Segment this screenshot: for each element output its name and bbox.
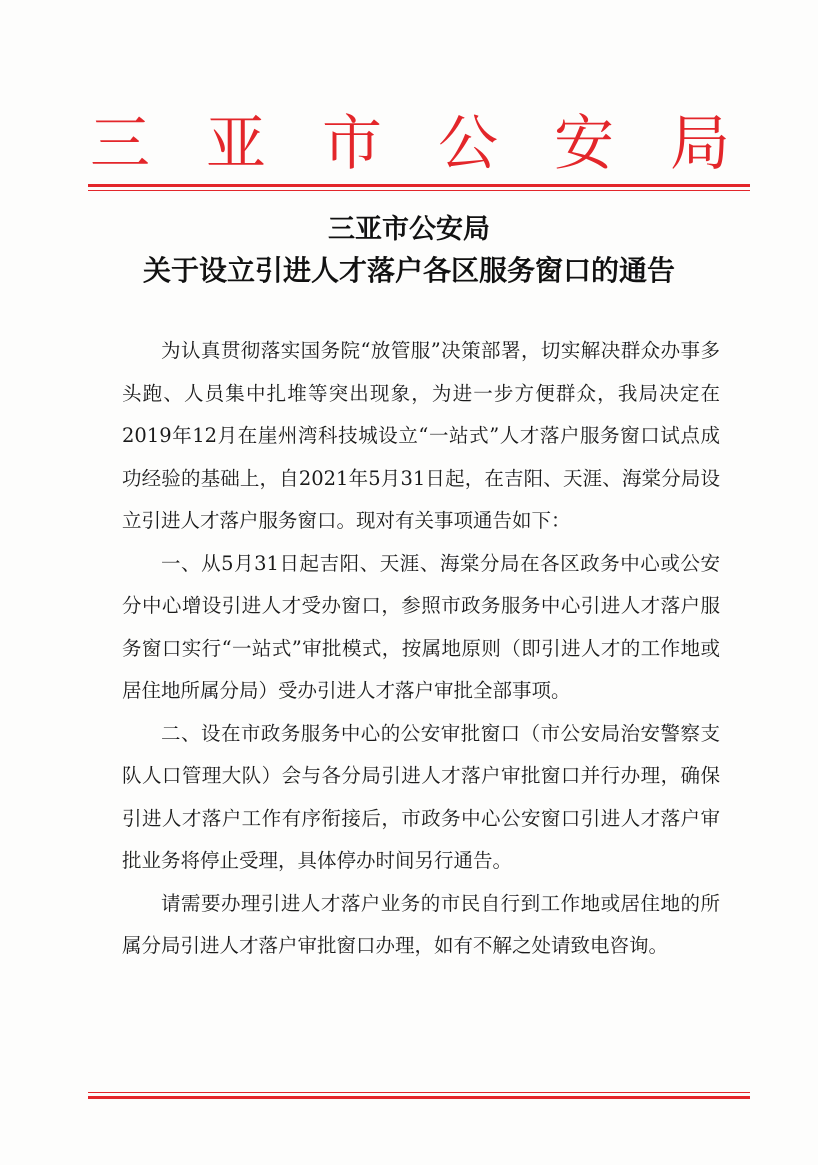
masthead-char: 公 [438, 109, 498, 179]
masthead-rule-thin [88, 190, 750, 191]
body-paragraph: 二、设在市政务服务中心的公安审批窗口（市公安局治安警察支队人口管理大队）会与各分局引进人才落户审批窗口并行办理，确保引进人才落户工作有序衔接后，市政务中心公安窗口引进人才落户审批业务将停止受理，具体停办时间另行通告。 [122, 721, 720, 872]
masthead-char: 安 [554, 109, 614, 179]
footer-rule-thick [88, 1096, 750, 1099]
masthead-char: 局 [670, 109, 730, 179]
notice-body [122, 330, 720, 968]
masthead-rule-thick [88, 184, 750, 187]
masthead-char: 三 [90, 109, 150, 179]
body-paragraph: 请需要办理引进人才落户业务的市民自行到工作地或居住地的所属分局引进人才落户审批窗口办理，如有不解之处请致电咨询。 [122, 891, 720, 957]
notice-title-line2: 关于设立引进人才落户各区服务窗口的通告 [142, 254, 675, 287]
notice-title-line1: 三亚市公安局 [328, 214, 490, 245]
footer-rule-thin [88, 1092, 750, 1093]
masthead-char: 市 [322, 109, 382, 179]
masthead-char: 亚 [206, 109, 266, 179]
body-paragraph: 为认真贯彻落实国务院“放管服”决策部署，切实解决群众办事多头跑、人员集中扎堆等突出现象，为进一步方便群众，我局决定在2019年12月在崖州湾科技城设立“一站式”人才落户服务窗口试点成功经验的基础上，自2021年5月31日起，在吉阳、天涯、海棠分局设立引进人才落户服务窗口。现对有关事项通告如下： [122, 339, 720, 532]
body-paragraph: 一、从5月31日起吉阳、天涯、海棠分局在各区政务中心或公安分中心增设引进人才受办窗口，参照市政务服务中心引进人才落户服务窗口实行“一站式”审批模式，按属地原则（即引进人才的工作地或居住地所属分局）受办引进人才落户审批全部事项。 [122, 551, 720, 702]
masthead-title [90, 108, 730, 180]
